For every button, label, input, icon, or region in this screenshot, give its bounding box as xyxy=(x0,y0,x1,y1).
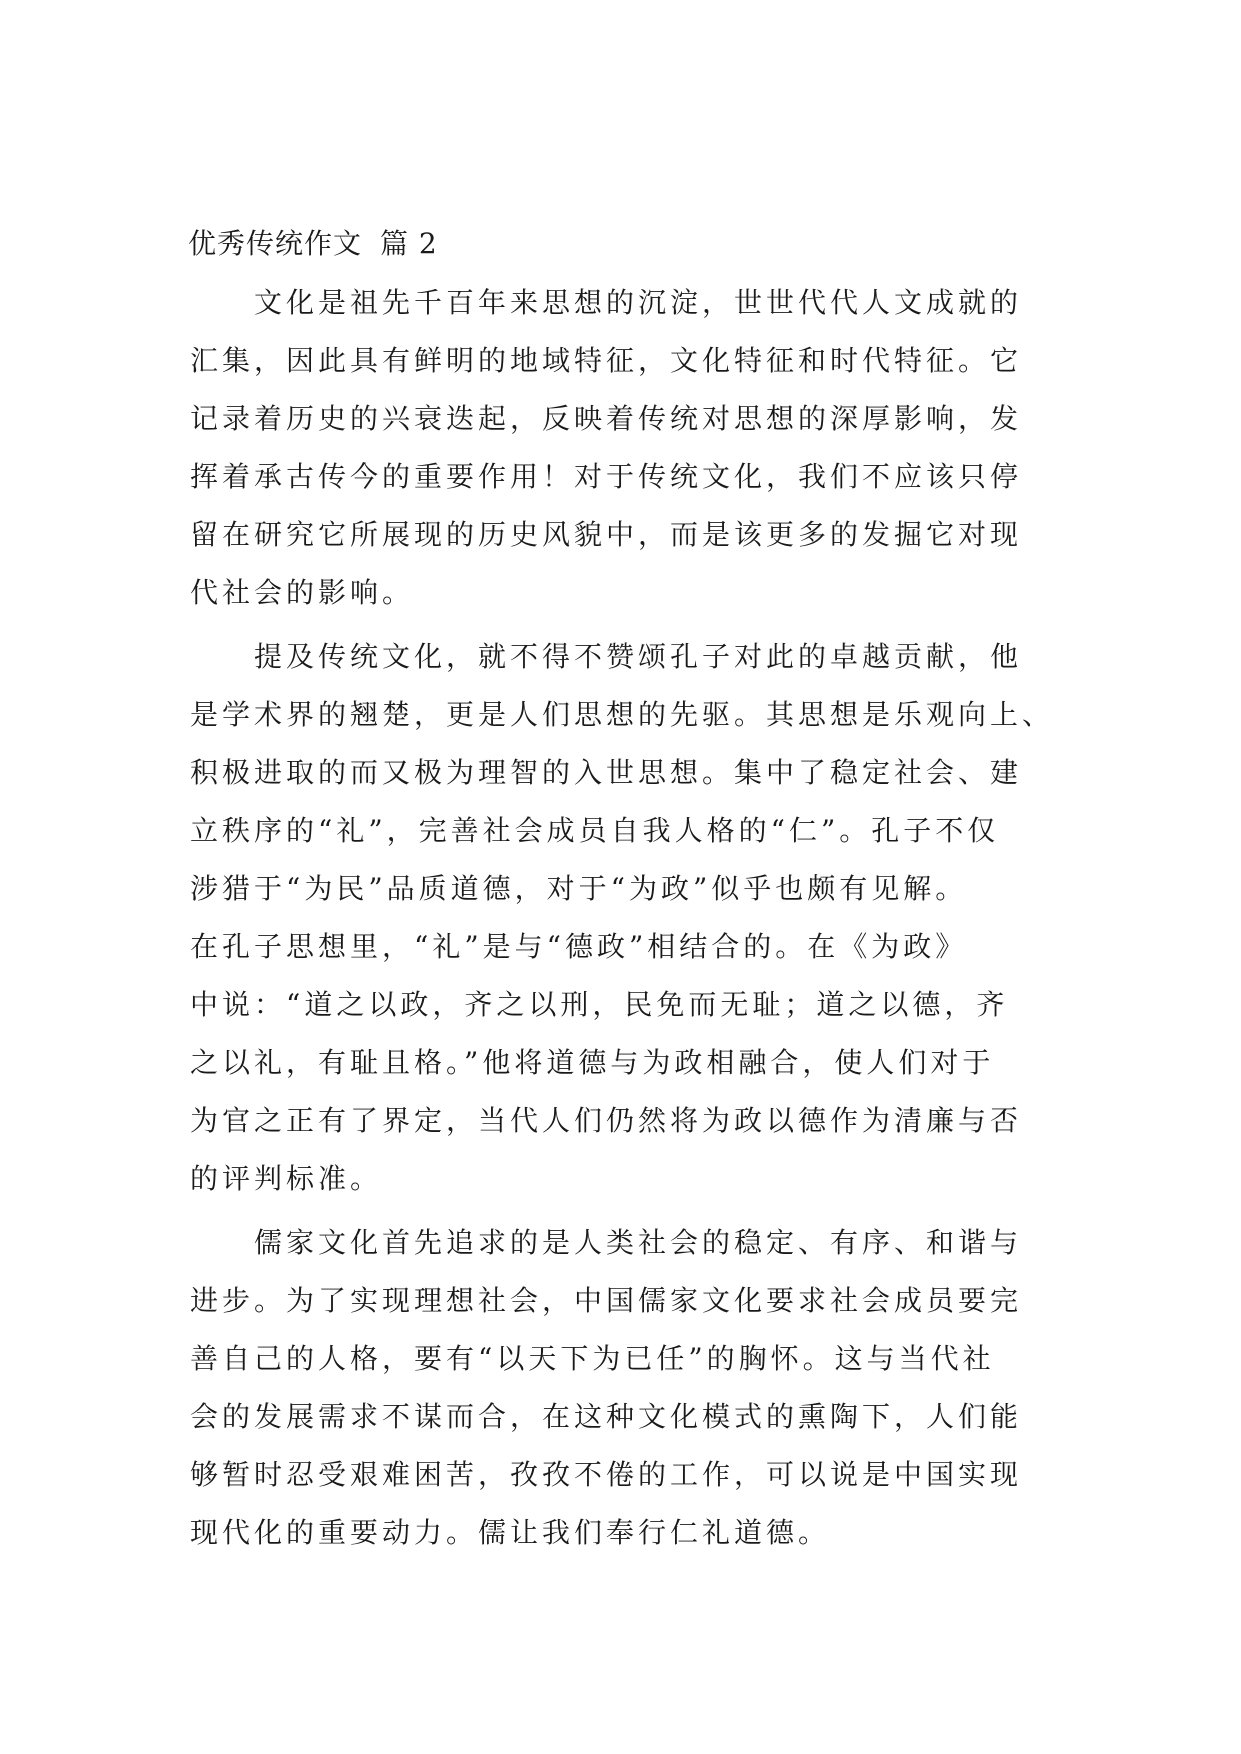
document-title xyxy=(188,224,438,264)
paragraph-line: 中说：“道之以政，齐之以刑，民免而无耻；道之以德，齐 xyxy=(190,988,1009,1021)
paragraph-2 xyxy=(190,628,1070,1208)
paragraph-line: 文化是祖先千百年来思想的沉淀，世世代代人文成就的 xyxy=(254,286,1023,319)
paragraph-line: 涉猎于“为民”品质道德，对于“为政”似乎也颇有见解。 xyxy=(190,872,968,905)
paragraph-line: 儒家文化首先追求的是人类社会的稳定、有序、和谐与 xyxy=(254,1226,1023,1259)
paragraph-line: 的评判标准。 xyxy=(190,1162,383,1195)
paragraph-line: 为官之正有了界定，当代人们仍然将为政以德作为清廉与否 xyxy=(190,1104,1023,1137)
paragraph-line: 汇集，因此具有鲜明的地域特征，文化特征和时代特征。它 xyxy=(190,344,1023,377)
paragraph-line: 进步。为了实现理想社会，中国儒家文化要求社会成员要完 xyxy=(190,1284,1023,1317)
paragraph-line: 立秩序的“礼”，完善社会成员自我人格的“仁”。孔子不仅 xyxy=(190,814,1000,847)
paragraph-line: 在孔子思想里，“礼”是与“德政”相结合的。在《为政》 xyxy=(190,930,968,963)
paragraph-line: 会的发展需求不谋而合，在这种文化模式的熏陶下，人们能 xyxy=(190,1400,1023,1433)
paragraph-line: 记录着历史的兴衰迭起，反映着传统对思想的深厚影响，发 xyxy=(190,402,1023,435)
paragraph-line: 是学术界的翘楚，更是人们思想的先驱。其思想是乐观向上、 xyxy=(190,698,1055,731)
title-section: 篇 2 xyxy=(380,227,438,260)
title-main: 优秀传统作文 xyxy=(188,227,363,260)
paragraph-line: 之以礼，有耻且格。”他将道德与为政相融合，使人们对于 xyxy=(190,1046,995,1079)
paragraph-3 xyxy=(190,1214,1070,1562)
paragraph-line: 挥着承古传今的重要作用！对于传统文化，我们不应该只停 xyxy=(190,460,1023,493)
paragraph-line: 够暂时忍受艰难困苦，孜孜不倦的工作，可以说是中国实现 xyxy=(190,1458,1023,1491)
paragraph-line: 现代化的重要动力。儒让我们奉行仁礼道德。 xyxy=(190,1516,831,1549)
paragraph-line: 留在研究它所展现的历史风貌中，而是该更多的发掘它对现 xyxy=(190,518,1023,551)
paragraph-1 xyxy=(190,274,1070,622)
paragraph-line: 代社会的影响。 xyxy=(190,576,415,609)
paragraph-line: 提及传统文化，就不得不赞颂孔子对此的卓越贡献，他 xyxy=(254,640,1023,673)
paragraph-line: 积极进取的而又极为理智的入世思想。集中了稳定社会、建 xyxy=(190,756,1023,789)
paragraph-line: 善自己的人格，要有“以天下为已任”的胸怀。这与当代社 xyxy=(190,1342,995,1375)
